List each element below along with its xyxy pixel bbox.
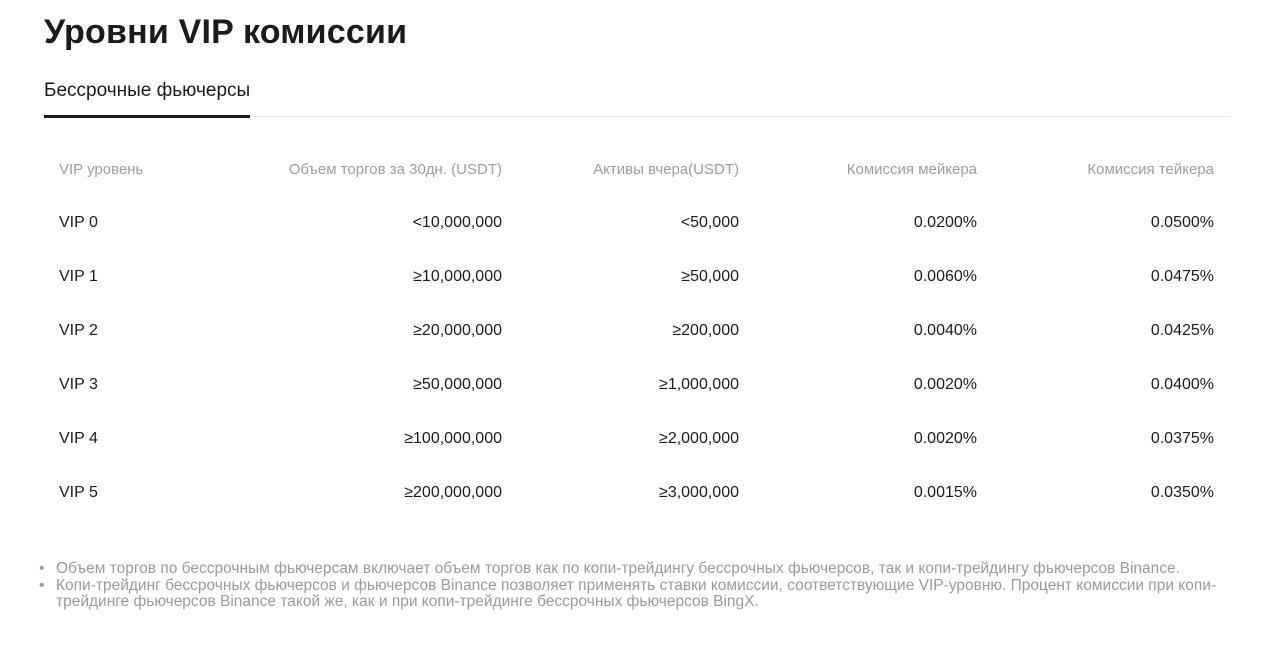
cell-taker-fee: 0.0375% bbox=[1150, 430, 1214, 447]
table-header-row bbox=[44, 142, 1230, 196]
tab-bar bbox=[44, 79, 1230, 117]
cell-vip-level: VIP 5 bbox=[59, 484, 98, 501]
tab-perpetual-futures[interactable] bbox=[44, 79, 250, 118]
tab-perpetual-futures-label: Бессрочные фьючерсы bbox=[44, 80, 251, 101]
table-row-vip-1 bbox=[44, 250, 1230, 304]
table-row-vip-3 bbox=[44, 358, 1230, 412]
cell-vip-level: VIP 2 bbox=[59, 322, 98, 339]
col-header-taker-fee: Комиссия тейкера bbox=[1087, 160, 1214, 178]
cell-maker-fee: 0.0020% bbox=[913, 376, 977, 393]
cell-assets-yesterday: ≥50,000 bbox=[681, 268, 739, 285]
cell-assets-yesterday: <50,000 bbox=[680, 214, 739, 231]
cell-assets-yesterday: ≥2,000,000 bbox=[659, 430, 739, 447]
cell-30d-volume: ≥50,000,000 bbox=[413, 376, 502, 393]
cell-vip-level: VIP 3 bbox=[59, 376, 98, 393]
cell-assets-yesterday: ≥3,000,000 bbox=[659, 484, 739, 501]
cell-maker-fee: 0.0020% bbox=[913, 430, 977, 447]
cell-taker-fee: 0.0350% bbox=[1150, 484, 1214, 501]
cell-30d-volume: ≥20,000,000 bbox=[413, 322, 502, 339]
cell-vip-level: VIP 1 bbox=[59, 268, 98, 285]
col-header-30d-volume: Объем торгов за 30дн. (USDT) bbox=[288, 160, 502, 178]
footnote-volume-scope: • Объем торгов по бессрочным фьючерсам включает объем торгов как по копи-трейдингу бессрочных фьючерсов, так и копи-трейдингу фьючерсов Binance. bbox=[39, 561, 1230, 578]
table-row-vip-0 bbox=[44, 196, 1230, 250]
table-row-vip-4 bbox=[44, 412, 1230, 466]
cell-assets-yesterday: ≥1,000,000 bbox=[659, 376, 739, 393]
cell-taker-fee: 0.0425% bbox=[1150, 322, 1214, 339]
col-header-maker-fee: Комиссия мейкера bbox=[846, 160, 977, 178]
footnote-copy-trading-fees: • Копи-трейдинг бессрочных фьючерсов и фьючерсов Binance позволяет применять ставки комиссии, соответствующие VIP-уровню. Процент комиссии при копи-трейдинге фьючерсов Binance такой же, как и при копи-трейдинге бессрочных фьючерсов BingX. bbox=[39, 578, 1230, 611]
cell-30d-volume: ≥10,000,000 bbox=[413, 268, 502, 285]
cell-maker-fee: 0.0015% bbox=[913, 484, 977, 501]
cell-30d-volume: ≥100,000,000 bbox=[404, 430, 502, 447]
vip-levels-table bbox=[44, 142, 1230, 520]
cell-vip-level: VIP 4 bbox=[59, 430, 98, 447]
cell-taker-fee: 0.0500% bbox=[1150, 214, 1214, 231]
cell-maker-fee: 0.0200% bbox=[913, 214, 977, 231]
cell-taker-fee: 0.0475% bbox=[1150, 268, 1214, 285]
cell-assets-yesterday: ≥200,000 bbox=[672, 322, 739, 339]
footnotes-list bbox=[39, 561, 1230, 611]
cell-30d-volume: ≥200,000,000 bbox=[404, 484, 502, 501]
page-title: Уровни VIP комиссии bbox=[44, 13, 408, 51]
cell-vip-level: VIP 0 bbox=[59, 214, 98, 231]
table-row-vip-5 bbox=[44, 466, 1230, 520]
cell-maker-fee: 0.0040% bbox=[913, 322, 977, 339]
table-row-vip-2 bbox=[44, 304, 1230, 358]
col-header-assets-yesterday: Активы вчера(USDT) bbox=[593, 160, 739, 178]
cell-taker-fee: 0.0400% bbox=[1150, 376, 1214, 393]
cell-maker-fee: 0.0060% bbox=[913, 268, 977, 285]
cell-30d-volume: <10,000,000 bbox=[412, 214, 502, 231]
col-header-vip-level: VIP уровень bbox=[59, 160, 144, 178]
